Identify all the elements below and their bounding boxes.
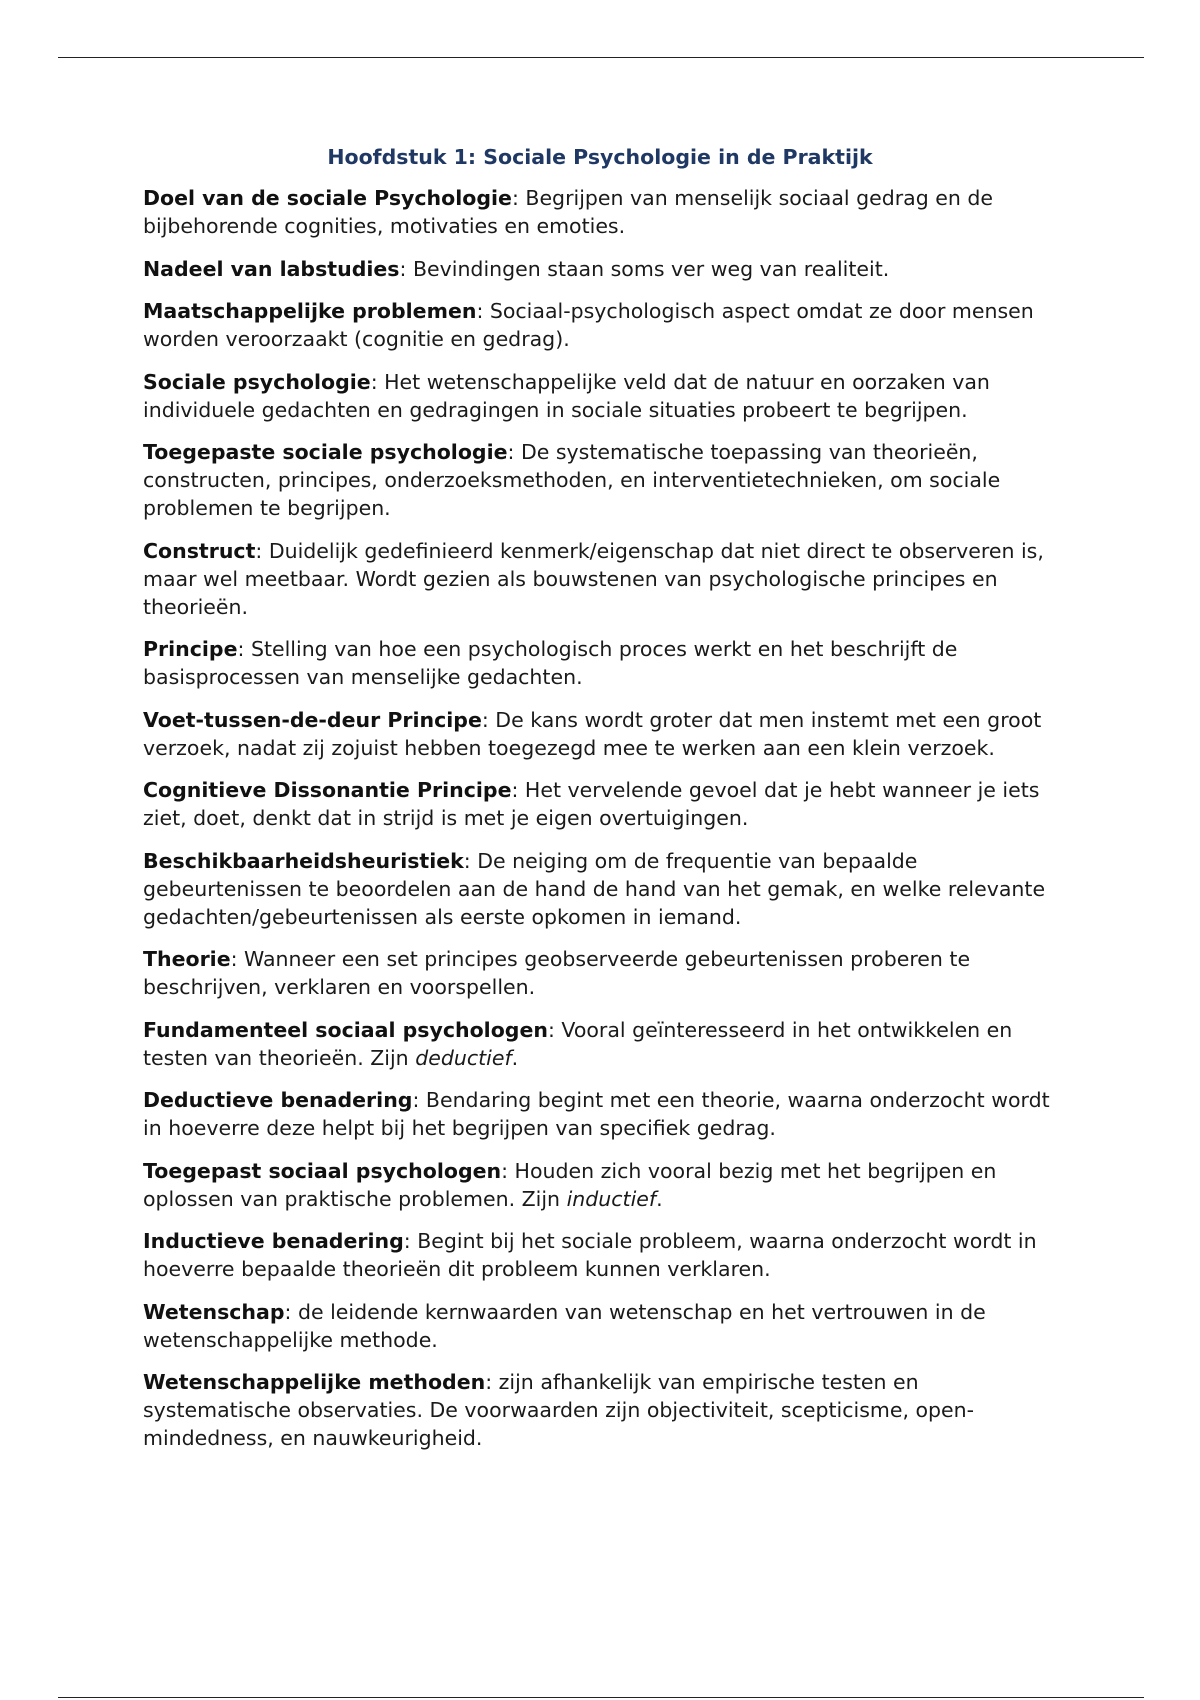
- glossary-entry: [143, 945, 1073, 1001]
- entry-definition: : De kans wordt groter dat men instemt met een groot verzoek, nadat zij zojuist hebben toegezegd mee te werken aan een klein verzoek.: [143, 707, 1042, 760]
- entry-term: Principe: [143, 637, 238, 661]
- glossary-entry: [143, 635, 1073, 691]
- entry-definition: : Begrijpen van menselijk sociaal gedrag en de bijbehorende cognities, motivaties en emoties.: [143, 186, 993, 238]
- glossary-entry: [143, 184, 1073, 240]
- entry-definition: : De neiging om de frequentie van bepaalde gebeurtenissen te beoordelen aan de hand de hand van het gemak, en welke relevante gedachten/gebeurtenissen als eerste opkomen in iemand.: [143, 848, 1046, 929]
- glossary-entry: [143, 1016, 1073, 1072]
- top-rule: [58, 57, 1144, 58]
- entry-term: Construct: [143, 538, 256, 563]
- glossary-entry: [143, 1227, 1073, 1283]
- entry-term: Maatschappelijke problemen: [143, 299, 477, 323]
- entry-emphasis: deductief: [415, 1045, 512, 1070]
- entry-definition: : zijn afhankelijk van empirische testen en systematische observaties. De voorwaarden zijn objectiviteit, scepticisme, open-mindedness, en nauwkeurigheid.: [143, 1370, 975, 1450]
- glossary-entry: [143, 776, 1073, 832]
- entry-definition: : Het wetenschappelijke veld dat de natuur en oorzaken van individuele gedachten en gedragingen in sociale situaties probeert te begrijpen.: [143, 369, 990, 422]
- entry-definition: : Stelling van hoe een psychologisch proces werkt en het beschrijft de basisprocessen van menselijke gedachten.: [143, 637, 958, 689]
- entry-tail: .: [656, 1186, 663, 1211]
- glossary-entry: [143, 1157, 1073, 1213]
- glossary-entry: [143, 1368, 1073, 1452]
- entry-term: Cognitieve Dissonantie Principe: [143, 778, 512, 802]
- glossary-entry: [143, 368, 1073, 424]
- entry-term: Inductieve benadering: [143, 1229, 404, 1253]
- entry-term: Fundamenteel sociaal psychologen: [143, 1017, 548, 1042]
- glossary-entry: [143, 1298, 1073, 1354]
- entry-term: Toegepaste sociale psychologie: [143, 440, 508, 464]
- entry-term: Theorie: [143, 947, 231, 971]
- chapter-heading: Hoofdstuk 1: Sociale Psychologie in de Praktijk: [327, 145, 873, 169]
- entry-term: Doel van de sociale Psychologie: [143, 186, 512, 210]
- glossary: [143, 184, 1073, 1467]
- glossary-entry: [143, 537, 1073, 621]
- entry-term: Sociale psychologie: [143, 369, 371, 394]
- entry-term: Wetenschappelijke methoden: [143, 1370, 486, 1394]
- glossary-entry: [143, 297, 1073, 353]
- entry-definition: : Bendaring begint met een theorie, waarna onderzocht wordt in hoeverre deze helpt bij het begrijpen van specifiek gedrag.: [143, 1088, 1050, 1140]
- glossary-entry: [143, 706, 1073, 762]
- entry-tail: .: [511, 1045, 519, 1070]
- entry-definition: : Bevindingen staan soms ver weg van realiteit.: [399, 256, 890, 281]
- entry-definition: : Het vervelende gevoel dat je hebt wanneer je iets ziet, doet, denkt dat in strijd is met je eigen overtuigingen.: [143, 778, 1040, 830]
- glossary-entry: [143, 255, 1073, 283]
- entry-definition: : Duidelijk gedefinieerd kenmerk/eigenschap dat niet direct te observeren is, maar wel meetbaar. Wordt gezien als bouwstenen van psychologische principes en theorieën.: [143, 538, 1044, 619]
- entry-term: Nadeel van labstudies: [143, 256, 400, 281]
- glossary-entry: [143, 438, 1073, 522]
- glossary-entry: [143, 847, 1073, 931]
- entry-definition: : De systematische toepassing van theorieën, constructen, principes, onderzoeksmethoden, en interventietechnieken, om sociale problemen te begrijpen.: [143, 440, 1001, 520]
- entry-definition: : de leidende kernwaarden van wetenschap en het vertrouwen in de wetenschappelijke methode.: [143, 1299, 986, 1352]
- entry-term: Toegepast sociaal psychologen: [143, 1158, 502, 1183]
- entry-definition: : Houden zich vooral bezig met het begrijpen en oplossen van praktische problemen. Zijn: [143, 1158, 997, 1211]
- entry-emphasis: inductief: [566, 1186, 657, 1211]
- entry-definition: : Sociaal-psychologisch aspect omdat ze door mensen worden veroorzaakt (cognitie en gedrag).: [143, 299, 1034, 351]
- entry-term: Wetenschap: [143, 1299, 285, 1324]
- entry-definition: : Wanneer een set principes geobserveerde gebeurtenissen proberen te beschrijven, verklaren en voorspellen.: [143, 947, 971, 999]
- glossary-entry: [143, 1086, 1073, 1142]
- bottom-rule: [58, 1697, 1144, 1698]
- entry-term: Deductieve benadering: [143, 1088, 413, 1112]
- entry-term: Voet-tussen-de-deur Principe: [143, 707, 482, 732]
- entry-definition: : Vooral geïnteresseerd in het ontwikkelen en testen van theorieën. Zijn: [143, 1017, 1013, 1070]
- entry-term: Beschikbaarheidsheuristiek: [143, 848, 464, 873]
- entry-definition: : Begint bij het sociale probleem, waarna onderzocht wordt in hoeverre bepaalde theorieën dit probleem kunnen verklaren.: [143, 1229, 1037, 1281]
